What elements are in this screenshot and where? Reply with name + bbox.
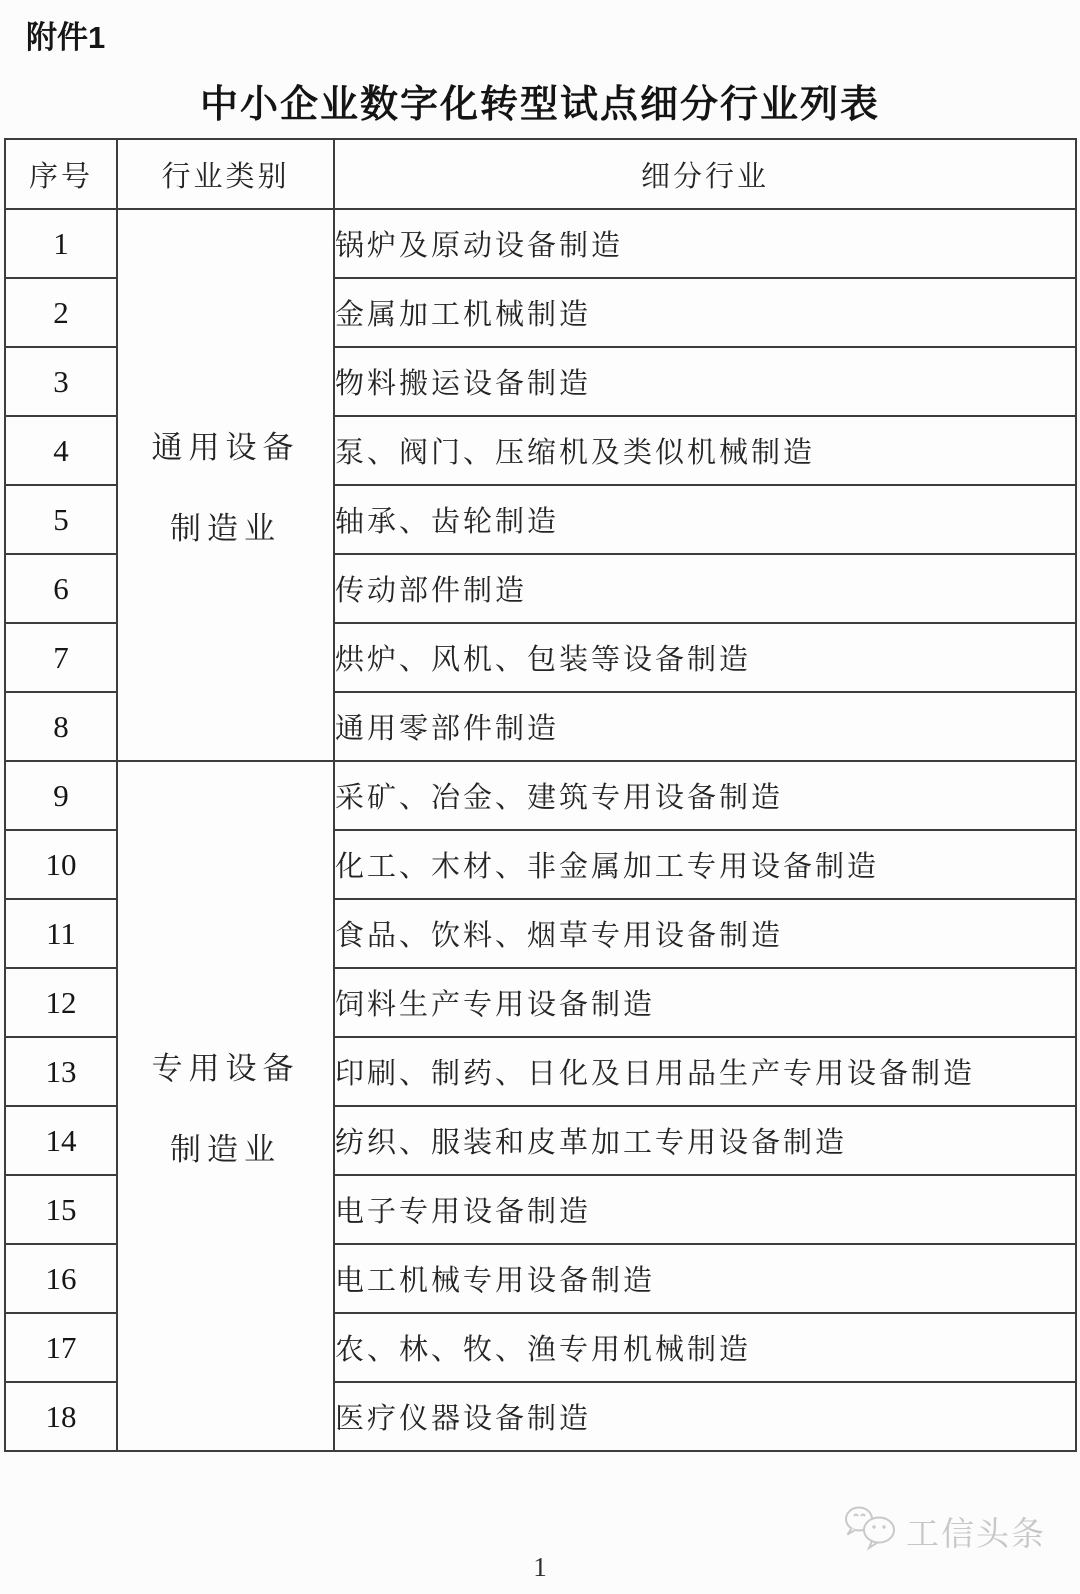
industry-cell: 饲料生产专用设备制造 [334,968,1076,1037]
row-number-cell: 1 [5,209,117,278]
col-header-category: 行业类别 [117,139,334,209]
industry-cell: 医疗仪器设备制造 [334,1382,1076,1451]
page-number: 1 [533,1552,547,1582]
industry-cell: 印刷、制药、日化及日用品生产专用设备制造 [334,1037,1076,1106]
attachment-label: 附件1 [26,20,106,55]
category-line: 专用设备 [151,1051,300,1086]
watermark-label: 工信头条 [906,1517,1046,1553]
industry-cell: 纺织、服装和皮革加工专用设备制造 [334,1106,1076,1175]
wechat-logo-icon [842,1504,900,1559]
table-row [5,209,1076,278]
category-line: 制造业 [170,511,281,546]
industry-cell: 采矿、冶金、建筑专用设备制造 [334,761,1076,830]
row-number-cell: 13 [5,1037,117,1106]
row-number-cell: 8 [5,692,117,761]
industry-cell: 传动部件制造 [334,554,1076,623]
row-number-cell: 16 [5,1244,117,1313]
industry-cell: 食品、饮料、烟草专用设备制造 [334,899,1076,968]
industry-cell: 烘炉、风机、包装等设备制造 [334,623,1076,692]
industry-cell: 轴承、齿轮制造 [334,485,1076,554]
row-number-cell: 10 [5,830,117,899]
row-number-cell: 11 [5,899,117,968]
industry-cell: 金属加工机械制造 [334,278,1076,347]
row-number-cell: 18 [5,1382,117,1451]
row-number-cell: 6 [5,554,117,623]
industry-cell: 物料搬运设备制造 [334,347,1076,416]
industry-cell: 泵、阀门、压缩机及类似机械制造 [334,416,1076,485]
table-row [5,761,1076,830]
row-number-cell: 2 [5,278,117,347]
col-header-subindustry: 细分行业 [334,139,1076,209]
industry-table [4,138,1077,1452]
watermark [842,1504,1046,1559]
row-number-cell: 4 [5,416,117,485]
row-number-cell: 17 [5,1313,117,1382]
page-title: 中小企业数字化转型试点细分行业列表 [199,84,880,126]
category-line: 通用设备 [151,430,300,465]
row-number-cell: 15 [5,1175,117,1244]
col-header-number: 序号 [5,139,117,209]
category-cell [117,761,334,1451]
industry-cell: 化工、木材、非金属加工专用设备制造 [334,830,1076,899]
category-line: 制造业 [170,1132,281,1167]
industry-cell: 电工机械专用设备制造 [334,1244,1076,1313]
row-number-cell: 5 [5,485,117,554]
row-number-cell: 12 [5,968,117,1037]
row-number-cell: 7 [5,623,117,692]
row-number-cell: 3 [5,347,117,416]
row-number-cell: 9 [5,761,117,830]
industry-cell: 通用零部件制造 [334,692,1076,761]
industry-cell: 电子专用设备制造 [334,1175,1076,1244]
category-cell [117,209,334,761]
industry-cell: 农、林、牧、渔专用机械制造 [334,1313,1076,1382]
table-header-row [5,139,1076,209]
industry-cell: 锅炉及原动设备制造 [334,209,1076,278]
row-number-cell: 14 [5,1106,117,1175]
